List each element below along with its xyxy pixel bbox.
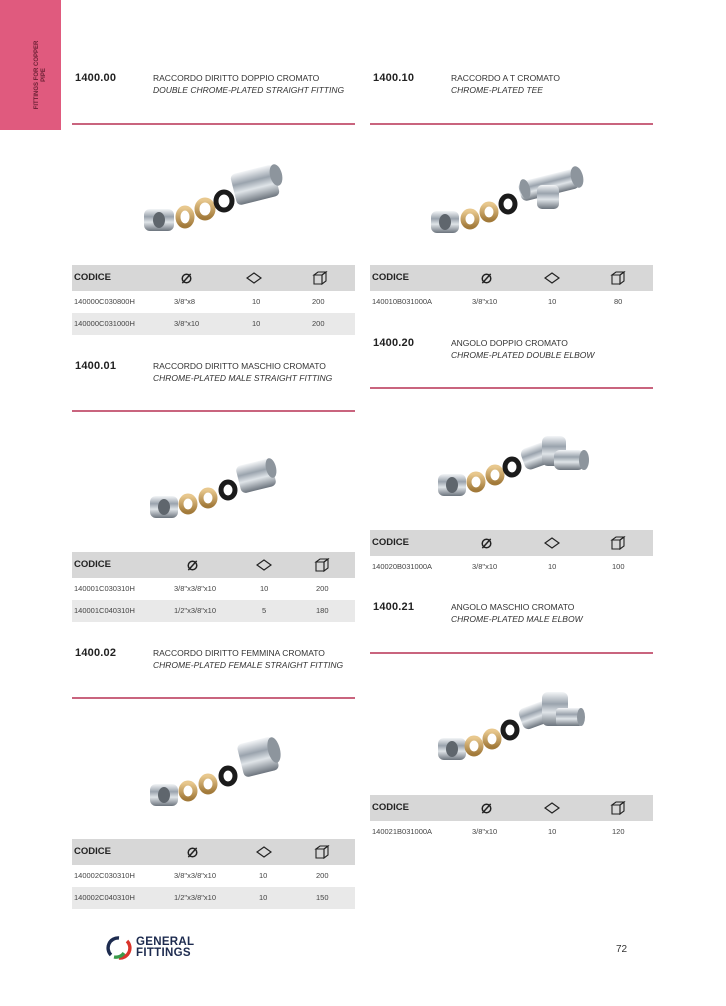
- cell-dim: 3/8"x10: [174, 319, 200, 328]
- box-icon: [314, 839, 330, 865]
- product-photo: [140, 728, 290, 818]
- box-icon: [314, 552, 330, 578]
- cell-pack: 5: [262, 606, 267, 615]
- cell-dim: 3/8"x8: [174, 297, 196, 306]
- table-header: [72, 265, 355, 291]
- section-divider: [72, 410, 355, 412]
- product-name-en: CHROME-PLATED MALE STRAIGHT FITTING: [153, 373, 333, 383]
- product-photo: [430, 682, 595, 777]
- cell-dim: 3/8"x10: [472, 562, 498, 571]
- box-icon: [610, 530, 626, 556]
- table-header: [72, 839, 355, 865]
- table-row: [72, 313, 355, 335]
- table-row: [370, 821, 653, 843]
- table-header: [370, 530, 653, 556]
- cell-dim: 1/2"x3/8"x10: [174, 893, 217, 902]
- table-row: [72, 865, 355, 887]
- brand-logo-icon: [106, 935, 132, 961]
- product-code: 1400.10: [373, 72, 415, 84]
- cell-dim: 3/8"x3/8"x10: [174, 584, 217, 593]
- box-icon: [312, 265, 328, 291]
- product-code: 1400.01: [75, 360, 117, 372]
- product-name-en: CHROME-PLATED TEE: [451, 85, 543, 95]
- product-table: [370, 530, 653, 578]
- cell-box: 200: [312, 319, 325, 328]
- product-code: 1400.02: [75, 647, 117, 659]
- cell-codice: 140001C030310H: [74, 584, 135, 593]
- cell-codice: 140000C030800H: [74, 297, 135, 306]
- cell-codice: 140000C031000H: [74, 319, 135, 328]
- header-codice: CODICE: [372, 537, 409, 548]
- cell-box: 200: [312, 297, 325, 306]
- product-name-it: RACCORDO DIRITTO DOPPIO CROMATO: [153, 73, 320, 83]
- cell-pack: 10: [252, 319, 261, 328]
- section-divider: [370, 123, 653, 125]
- cell-codice: 140021B031000A: [372, 827, 433, 836]
- product-table: [72, 839, 355, 909]
- product-code: 1400.20: [373, 337, 415, 349]
- cell-pack: 10: [548, 827, 557, 836]
- cell-dim: 3/8"x3/8"x10: [174, 871, 217, 880]
- product-name-en: DOUBLE CHROME-PLATED STRAIGHT FITTING: [153, 85, 345, 95]
- brand-line-2: FITTINGS: [136, 947, 191, 959]
- table-row: [370, 291, 653, 313]
- table-header: [72, 552, 355, 578]
- page-number: 72: [616, 944, 628, 955]
- header-codice: CODICE: [372, 272, 409, 283]
- product-table: [370, 265, 653, 313]
- product-code: 1400.21: [373, 601, 415, 613]
- box-icon: [610, 795, 626, 821]
- pack-diamond-icon: [544, 530, 560, 556]
- side-category-tab: [0, 0, 61, 130]
- product-table: [370, 795, 653, 843]
- pack-diamond-icon: [256, 839, 272, 865]
- cell-box: 200: [316, 871, 329, 880]
- cell-box: 80: [614, 297, 623, 306]
- diameter-icon: [480, 265, 493, 291]
- table-row: [72, 600, 355, 622]
- diameter-icon: [186, 839, 199, 865]
- cell-dim: 3/8"x10: [472, 827, 498, 836]
- product-name-en: CHROME-PLATED MALE ELBOW: [451, 614, 583, 624]
- header-codice: CODICE: [74, 846, 111, 857]
- brand-logo: [106, 935, 194, 961]
- product-code: 1400.00: [75, 72, 117, 84]
- table-row: [72, 887, 355, 909]
- cell-pack: 10: [548, 562, 557, 571]
- cell-dim: 3/8"x10: [472, 297, 498, 306]
- product-name-it: ANGOLO MASCHIO CROMATO: [451, 602, 575, 612]
- diameter-icon: [480, 795, 493, 821]
- cell-pack: 10: [259, 871, 268, 880]
- pack-diamond-icon: [544, 795, 560, 821]
- cell-box: 180: [316, 606, 329, 615]
- cell-box: 150: [316, 893, 329, 902]
- section-divider: [370, 652, 653, 654]
- cell-pack: 10: [548, 297, 557, 306]
- table-row: [370, 556, 653, 578]
- diameter-icon: [186, 552, 199, 578]
- section-divider: [72, 697, 355, 699]
- cell-codice: 140020B031000A: [372, 562, 433, 571]
- cell-codice: 140001C040310H: [74, 606, 135, 615]
- box-icon: [610, 265, 626, 291]
- cell-pack: 10: [260, 584, 269, 593]
- product-name-it: ANGOLO DOPPIO CROMATO: [451, 338, 568, 348]
- section-divider: [370, 387, 653, 389]
- pack-diamond-icon: [544, 265, 560, 291]
- product-photo: [130, 145, 290, 245]
- header-codice: CODICE: [74, 559, 111, 570]
- cell-box: 100: [612, 562, 625, 571]
- product-photo: [425, 145, 595, 245]
- diameter-icon: [180, 265, 193, 291]
- product-table: [72, 265, 355, 335]
- table-row: [72, 578, 355, 600]
- product-name-it: RACCORDO DIRITTO MASCHIO CROMATO: [153, 361, 326, 371]
- cell-box: 200: [316, 584, 329, 593]
- product-photo: [430, 420, 595, 510]
- header-codice: CODICE: [74, 272, 111, 283]
- brand-line-1: GENERAL: [136, 936, 195, 948]
- table-header: [370, 265, 653, 291]
- product-photo: [140, 440, 290, 530]
- cell-codice: 140010B031000A: [372, 297, 433, 306]
- table-row: [72, 291, 355, 313]
- product-table: [72, 552, 355, 622]
- cell-codice: 140002C040310H: [74, 893, 135, 902]
- product-name-it: RACCORDO DIRITTO FEMMINA CROMATO: [153, 648, 325, 658]
- cell-codice: 140002C030310H: [74, 871, 135, 880]
- section-divider: [72, 123, 355, 125]
- header-codice: CODICE: [372, 802, 409, 813]
- product-name-it: RACCORDO A T CROMATO: [451, 73, 560, 83]
- cell-pack: 10: [252, 297, 261, 306]
- pack-diamond-icon: [256, 552, 272, 578]
- pack-diamond-icon: [246, 265, 262, 291]
- cell-pack: 10: [259, 893, 268, 902]
- diameter-icon: [480, 530, 493, 556]
- cell-dim: 1/2"x3/8"x10: [174, 606, 217, 615]
- table-header: [370, 795, 653, 821]
- product-name-en: CHROME-PLATED DOUBLE ELBOW: [451, 350, 595, 360]
- cell-box: 120: [612, 827, 625, 836]
- side-category-label: FITTINGS FOR COPPER PIPE: [34, 40, 47, 110]
- product-name-en: CHROME-PLATED FEMALE STRAIGHT FITTING: [153, 660, 344, 670]
